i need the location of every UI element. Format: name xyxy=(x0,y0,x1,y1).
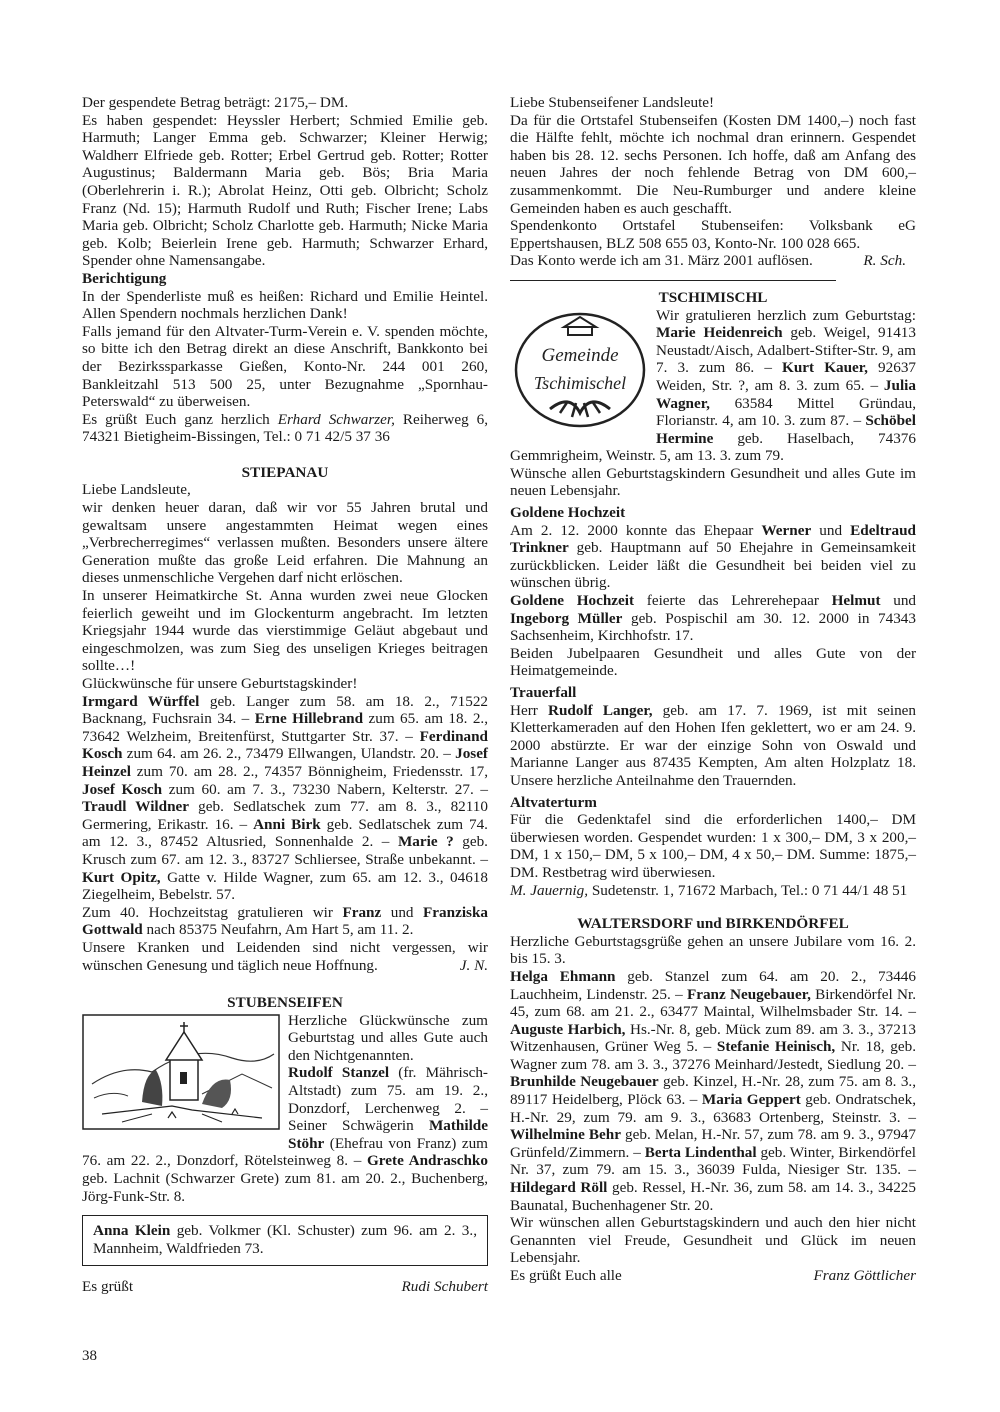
birthday-list: Irmgard Würffel geb. Langer zum 58. am 18. 2., 71522 Backnang, Fuchsrain 34. – Erne Hillebrand zum 65. am 18. 2., 73642 Welzheim, Breitenfürst, Stuttgarter Str. 37. – Ferdinand Kosch zum 64. am 26. 2., 73479 Ellwangen, Ulandstr. 20. – Josef Heinzel zum 70. am 28. 2., 74357 Bönnigheim, Friedensstr. 17, Josef Kosch zum 60. am 7. 3., 73230 Nabern, Kelterstr. 27. – Traudl Wildner geb. Sedlatschek zum 77. am 8. 3., 82110 Germering, Erikastr. 16. – Anni Birk geb. Sedlatschek zum 74. am 12. 3., 87452 Altusried, Sonnenhalde 2. – Marie ? geb. Krusch zum 67. am 12. 3., 83727 Schliersee, Straße unbekannt. – Kurt Opitz, Gatte v. Hilde Wagner, zum 65. am 12. 3., 04618 Ziegelheim, Bebelstr. 57. xyxy=(82,692,489,904)
municipality-seal xyxy=(510,309,650,436)
greeting-signature: Es grüßt Euch ganz herzlich Erhard Schwarzer, Reiherweg 6, 74321 Bietigheim-Bissingen, Tel.: 0 71 42/5 37 36 xyxy=(82,410,488,446)
tschimischl-wishes: Wünsche allen Geburtstagskindern Gesundheit und alles Gute im neuen Lebensjahr. xyxy=(510,464,916,500)
bereavement-heading: Trauerfall xyxy=(510,684,577,701)
chapel-drawing xyxy=(82,1014,280,1135)
golden-wedding-text: Am 2. 12. 2000 konnte das Ehepaar Werner und Edeltraud Trinkner geb. Hauptmann auf 50 Ehejahre in Gemeinsamkeit zurückblicken. Leider läßt die Gesundheit bei beiden viel zu wünschen übrig. xyxy=(510,521,916,592)
box-name: Anna Klein xyxy=(93,1222,171,1240)
account-info: Spendenkonto Ortstafel Stubenseifen: Volksbank eG Eppertshausen, BLZ 508 655 03, Konto-Nr. 100 028 665. xyxy=(510,217,916,252)
bereavement-text: Herr Rudolf Langer, geb. am 17. 7. 1969, ist mit seinen Kletterkameraden auf den Hohen Ifen geklettert, wo er am 24. 9. 2000 abstürzte. Er war der einzige Sohn von Oswald und Marianne Langer aus 87435 Kempten, Am alten Holzplatz 18. Unsere herzliche Anteilnahme den Trauernden. xyxy=(510,701,916,789)
stiepanau-greeting: Liebe Landsleute, xyxy=(82,481,191,499)
closing-signature-right: Es grüßt Euch alle Franz Göttlicher xyxy=(510,1267,916,1284)
sick-wishes: Unsere Kranken und Leidenden sind nicht vergessen, wir wünschen Genesung und täglich neue Hoffnung. J. N. xyxy=(82,938,488,974)
anniversary-text: Zum 40. Hochzeitstag gratulieren wir Franz und Franziska Gottwald nach 85375 Neufahrn, Am Hart 5, am 11. 2. xyxy=(82,903,488,939)
altvaterturm-text: Für die Gedenktafel sind die erforderlichen 1400,– DM überwiesen worden. Gespendet wurden: 1 x 300,– DM, 3 x 200,– DM, 1 x 150,– DM, 5 x 100,– DM, 4 x 50,– DM. Summe: 1875,– DM. Restbetrag wird überwiesen. xyxy=(510,811,916,881)
right-column xyxy=(510,94,916,1285)
stiepanau-heading: STIEPANAU xyxy=(241,463,329,481)
altvaterturm-heading: Altvaterturm xyxy=(510,793,597,811)
letter-paragraph: Da für die Ortstafel Stubenseifen (Kosten DM 1400,–) noch fast die Hälfte fehlt, möchte ich nochmal dran erinnern. Gespendet haben bis 28. 12. sechs Personen. Ich hoffe, daß am Anfang des neuen Jahres der noch fehlende Betrag von DM 600,– zusammenkommt. Die Neu-Rumburger und andere kleine Gemeinden haben es auch geschafft. xyxy=(510,111,916,217)
waltersdorf-wishes: Wir wünschen allen Geburtstagskindern und auch den hier nicht Genannten viel Freude, Gesundheit und Glück im neuen Lebensjahr. xyxy=(510,1214,916,1267)
stubenseifen-letter-greeting: Liebe Stubenseifener Landsleute! xyxy=(510,94,715,111)
account-close: Das Konto werde ich am 31. März 2001 auflösen. R. Sch. xyxy=(510,252,906,270)
stubenseifen-heading: STUBENSEIFEN xyxy=(227,994,343,1012)
divider xyxy=(510,280,836,281)
seal-text-line2: Tschimischel xyxy=(533,372,627,393)
waltersdorf-intro: Herzliche Geburtstagsgrüße gehen an unsere Jubilare vom 16. 2. bis 15. 3. xyxy=(510,932,916,968)
tschimischl-birthdays: Wir gratulieren herzlich zum Geburtstag: Marie Heidenreich geb. Weigel, 91413 Neustadt/Aisch, Adalbert-Stifter-Str. 9, am 7. 3. zum 86. – Kurt Kauer, 92637 Weiden, Str. ?, am 8. 3. zum 65. – Julia Wagner, 63584 Mittel Gründau, Florianstr. 4, am 10. 3. zum 87. – Schöbel Hermine geb. Haselbach, 74376 Gemmrigheim, Weinstr. 5, am 13. 3. zum 79. xyxy=(510,306,917,465)
page-number: 38 xyxy=(82,1348,97,1364)
stubenseifen-wishes: Herzliche Glückwünsche zum Geburtstag und alles Gute auch den Nichtgenannten. xyxy=(288,1011,488,1064)
tschimischl-heading: TSCHIMISCHL xyxy=(658,288,768,306)
correction-text: In der Spenderliste muß es heißen: Richard und Emilie Heintel. Allen Spendern nochmals herzlichen Dank! xyxy=(82,287,488,323)
donor-list: Es haben gespendet: Heyssler Herbert; Schmied Emilie geb. Harmuth; Langer Emma geb. Schwarzer; Kleiner Herwig; Waldherr Elfriede geb. Rotter; Erbel Gertrud geb. Rotter; Rotter Augustinus; Baldermann Maria geb. Bös; Bria Maria (Oberlehrerin i. R.); Abrolat Heinz, Otti geb. Olbricht; Scholz Franz (Nd. 15); Harmuth Rudolf und Ruth; Fischer Irene; Labs Maria geb. Olbricht; Scholz Charlotte geb. Harmuth; Nicke Maria geb. Kolb; Beierlein Irene geb. Harmuth; Schwarzer Erhard, Spender ohne Namensangabe. xyxy=(82,111,488,270)
left-column xyxy=(82,94,488,1296)
highlight-box: Anna Klein geb. Volkmer (Kl. Schuster) zum 96. am 2. 3., Mannheim, Waldfrieden 73. xyxy=(82,1215,488,1266)
donation-total: Der gespendete Betrag beträgt: 2175,– DM. xyxy=(82,94,349,111)
closing-signature: Es grüßt Rudi Schubert xyxy=(82,1278,488,1296)
golden-wedding-heading: Goldene Hochzeit xyxy=(510,504,626,522)
seal-text-line1: Gemeinde xyxy=(541,344,619,366)
stubenseifen-birthdays: Rudolf Stanzel (fr. Mährisch-Altstadt) zum 75. am 19. 2., Donzdorf, Lerchenweg 2. – Seiner Schwägerin Mathilde Stöhr (Ehefrau von Franz) zum 76. am 22. 2., Donzdorf, Rötelsteinweg 8. – Grete Andraschko geb. Lachnit (Schwarzer Grete) zum 81. am 20. 2., Buchenberg, Jörg-Funk-Str. 8. xyxy=(82,1064,488,1205)
waltersdorf-birthdays: Helga Ehmann geb. Stanzel zum 64. am 20. 2., 73446 Lauchheim, Lindenstr. 25. – Franz Neugebauer, Birkendörfel Nr. 45, zum 68. am 21. 2., 63477 Maintal, Wilhelmsbader Str. 14. – Auguste Harbich, Hs.-Nr. 8, geb. Mück zum 89. am 3. 3., 37213 Witzenhausen, Grüner Weg 5. – Stefanie Heinisch, Nr. 18, geb. Wagner zum 78. am 3. 3., 37276 Meinhard/Jestedt, Siedlung 20. – Brunhilde Neugebauer geb. Kinzel, H.-Nr. 28, zum 75. am 8. 3., 89117 Heidelberg, Plöck 63. – Maria Geppert geb. Ondratschek, H.-Nr. 29, zum 79. am 9. 3., 63683 Ortenberg, Steinstr. 3. – Wilhelmine Behr geb. Melan, H.-Nr. 57, zum 78. am 9. 3., 97947 Grünfeld/Zimmern. – Berta Lindenthal geb. Winter, Birkendörfel Nr. 37, zum 79. am 15. 3., 36039 Fulda, Niesiger Str. 135. – Hildegard Röll geb. Ressel, H.-Nr. 36, zum 58. am 14. 3., 34225 Baunatal, Buchenhagener Str. 20. xyxy=(510,967,917,1214)
golden-wedding-text-2: Goldene Hochzeit feierte das Lehrerehepaar Helmut und Ingeborg Müller geb. Pospischil am 30. 12. 2000 in 74343 Sachsenheim, Kirchhofstr. 17. xyxy=(510,592,916,645)
stiepanau-paragraph: Glückwünsche für unsere Geburtstagskinder! xyxy=(82,675,358,692)
tower-donation-text: Falls jemand für den Altvater-Turm-Verein e. V. spenden möchte, so bitte ich den Betrag direkt an diese Anschrift, Bankkonto bei der Bezirkssparkasse Gießen, Konto-Nr. 244 001 260, Bankleitzahl 513 500 25, unter Bezugnahme „Spornhau-Peterswald“ zu überweisen. xyxy=(82,322,488,411)
stiepanau-paragraph: In unserer Heimatkirche St. Anna wurden zwei neue Glocken feierlich geweiht und im Glockenturm angebracht. Im letzten Kriegsjahr 1944 wurde das vierstimmige Geläut abgebaut und eingeschmolzen, was zum Sieg des unseligen Krieges beitragen sollte…! xyxy=(82,587,488,675)
altvaterturm-signature: M. Jauernig, Sudetenstr. 1, 71672 Marbach, Tel.: 0 71 44/1 48 51 xyxy=(510,881,908,899)
stiepanau-paragraph: wir denken heuer daran, daß wir vor 55 Jahren brutal und gewaltsam unsere angestammten Heimat wegen eines „Verbrecherregimes“ verlassen mußten. Besonders unsere ältere Generation mußte das große Leid erfahren. Die Mahnung an dieses unmenschliche Vergehen darf nicht erlöschen. xyxy=(82,499,488,587)
jubilee-wishes: Beiden Jubelpaaren Gesundheit und alles Gute von der Heimatgemeinde. xyxy=(510,644,916,680)
correction-heading: Berichtigung xyxy=(82,269,167,287)
waltersdorf-heading: WALTERSDORF und BIRKENDÖRFEL xyxy=(577,915,849,933)
